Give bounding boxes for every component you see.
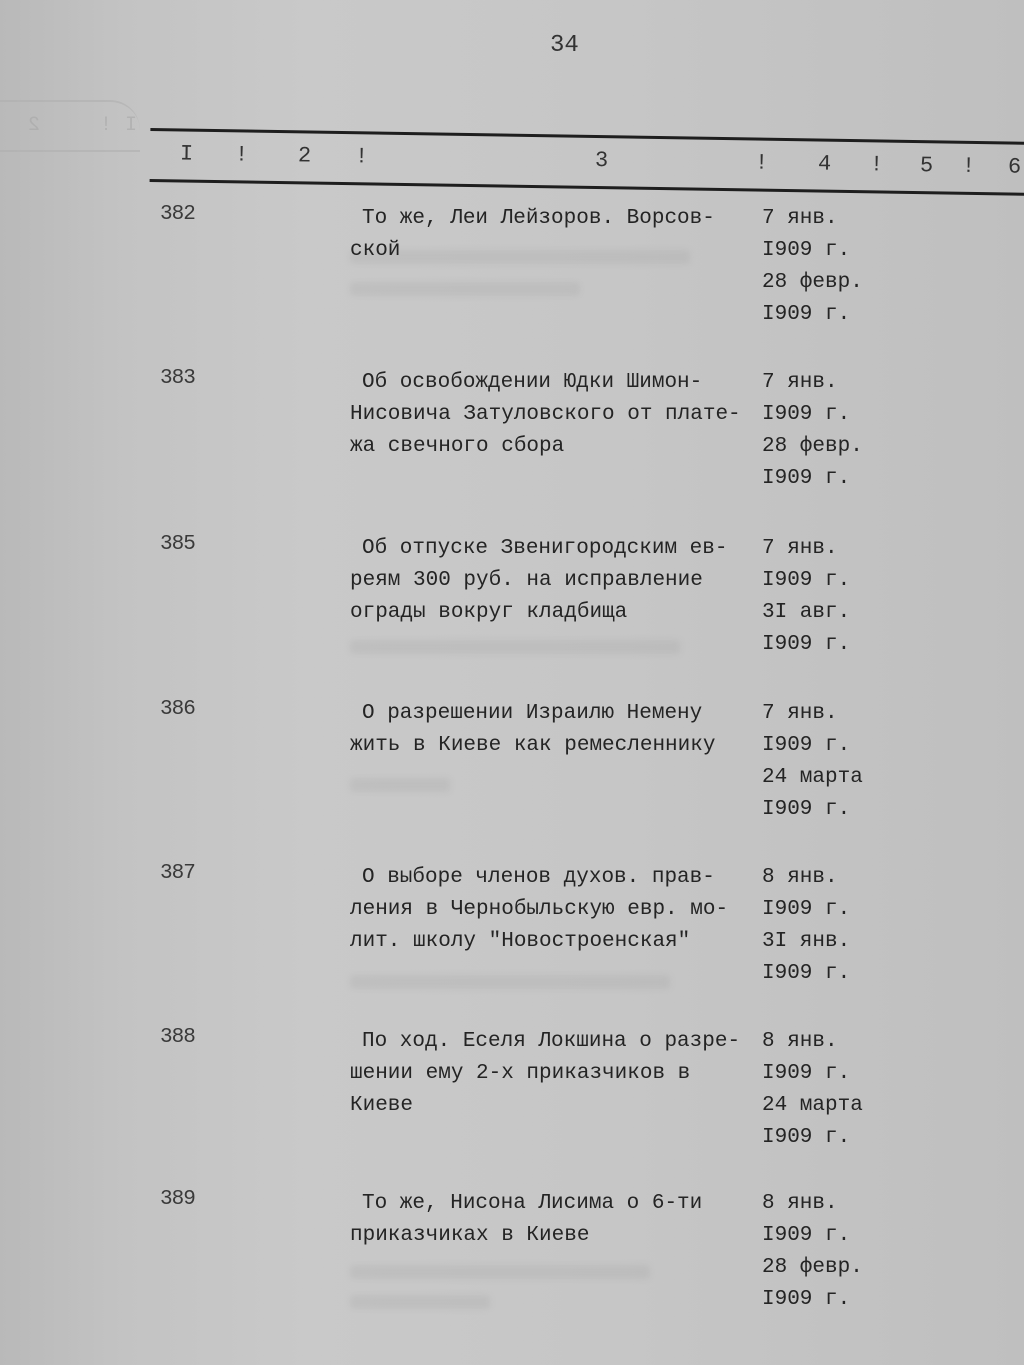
entry-description (350, 1026, 770, 1122)
start-year: I909 г. (762, 239, 851, 262)
page-number: 34 (550, 32, 579, 59)
column-number-5: 5 (919, 153, 934, 179)
end-date: 3I авг. (762, 601, 851, 624)
description-line: По ход. Еселя Локшина о разре- (362, 1030, 741, 1053)
description-line: лит. школу "Новостроенская" (350, 930, 691, 953)
entry-dates (762, 533, 850, 661)
entry-number: 385 (160, 533, 195, 556)
end-date: 28 февр. (762, 435, 863, 458)
column-number-2: 2 (297, 143, 312, 169)
start-year: I909 г. (762, 1224, 851, 1247)
column-divider: ! (961, 153, 976, 179)
start-date: 8 янв. (762, 1192, 838, 1215)
start-year: I909 г. (762, 569, 851, 592)
column-number-1: I (179, 141, 194, 167)
bleed-through-text (350, 282, 580, 296)
column-divider: ! (869, 152, 884, 178)
description-line: То же, Леи Лейзоров. Ворсов- (362, 207, 715, 230)
bleed-through-text (350, 1265, 650, 1279)
end-year: I909 г. (762, 467, 851, 490)
bleed-through-text (350, 640, 680, 654)
end-date: 24 марта (762, 766, 863, 789)
description-line: ской (350, 239, 401, 262)
description-line: ления в Чернобыльскую евр. мо- (350, 898, 729, 921)
entry-number: 388 (160, 1026, 195, 1049)
end-year: I909 г. (762, 1126, 851, 1149)
entry-dates (762, 698, 863, 826)
end-date: 24 марта (762, 1094, 863, 1117)
start-date: 8 янв. (762, 1030, 838, 1053)
start-date: 7 янв. (762, 207, 838, 230)
bleed-through-text (350, 778, 450, 792)
start-year: I909 г. (762, 734, 851, 757)
end-year: I909 г. (762, 962, 851, 985)
entry-dates (762, 367, 863, 495)
entry-number: 386 (160, 698, 195, 721)
description-line: Нисовича Затуловского от плате- (350, 403, 741, 426)
description-line: О выборе членов духов. прав- (362, 866, 715, 889)
description-line: Об освобождении Юдки Шимон- (362, 371, 703, 394)
bleed-through-text (350, 1295, 490, 1309)
ghost-column-label: ! (100, 114, 113, 137)
entry-dates (762, 1188, 863, 1316)
end-year: I909 г. (762, 633, 851, 656)
entry-number: 389 (160, 1188, 195, 1211)
start-year: I909 г. (762, 403, 851, 426)
entry-description (350, 367, 770, 463)
column-divider: ! (234, 142, 249, 168)
ghost-column-label: 2 (28, 114, 41, 137)
start-year: I909 г. (762, 1062, 851, 1085)
bleed-through-text (350, 975, 670, 989)
entry-dates (762, 203, 863, 331)
column-divider: ! (754, 150, 769, 176)
description-line: ограды вокруг кладбища (350, 601, 628, 624)
description-line: То же, Нисона Лисима о 6-ти (362, 1192, 703, 1215)
entry-description (350, 862, 770, 958)
entry-number: 383 (160, 367, 195, 390)
description-line: шении ему 2-х приказчиков в (350, 1062, 691, 1085)
entry-description (350, 698, 770, 762)
start-date: 8 янв. (762, 866, 838, 889)
entry-number: 382 (160, 203, 195, 226)
description-line: жа свечного сбора (350, 435, 565, 458)
start-date: 7 янв. (762, 537, 838, 560)
entry-description (350, 1188, 770, 1252)
column-divider: ! (354, 144, 369, 170)
end-year: I909 г. (762, 1288, 851, 1311)
column-number-6: 6 (1007, 154, 1022, 180)
entry-dates (762, 862, 850, 990)
end-date: 28 февр. (762, 271, 863, 294)
end-date: 3I янв. (762, 930, 851, 953)
start-date: 7 янв. (762, 702, 838, 725)
description-line: приказчиках в Киеве (350, 1224, 590, 1247)
start-year: I909 г. (762, 898, 851, 921)
bleed-through-header (0, 100, 140, 152)
description-line: реям 300 руб. на исправление (350, 569, 703, 592)
column-number-3: 3 (594, 147, 609, 174)
entry-number: 387 (160, 862, 195, 885)
description-line: О разрешении Израилю Немену (362, 702, 703, 725)
description-line: Об отпуске Звенигородским ев- (362, 537, 728, 560)
end-year: I909 г. (762, 798, 851, 821)
ghost-column-label: I (125, 114, 138, 137)
start-date: 7 янв. (762, 371, 838, 394)
entry-dates (762, 1026, 863, 1154)
end-date: 28 февр. (762, 1256, 863, 1279)
end-year: I909 г. (762, 303, 851, 326)
column-number-4: 4 (817, 151, 832, 177)
entry-description (350, 533, 770, 629)
description-line: Киеве (350, 1094, 414, 1117)
entry-description (350, 203, 770, 267)
description-line: жить в Киеве как ремесленнику (350, 734, 716, 757)
table-header (150, 128, 1024, 196)
